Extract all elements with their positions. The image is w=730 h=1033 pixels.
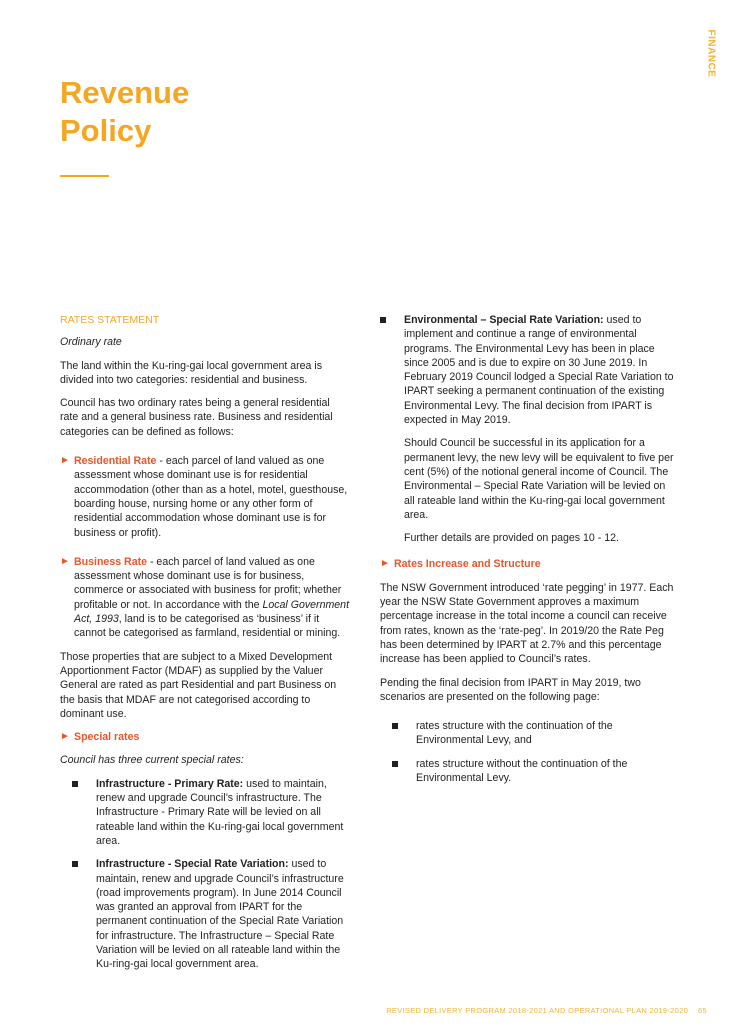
infrastructure-srv-label: Infrastructure - Special Rate Variation: — [96, 858, 289, 871]
residential-rate-item — [60, 454, 350, 540]
title-line-2: Policy — [60, 113, 152, 148]
special-rates-intro: Council has three current special rates: — [60, 754, 244, 767]
bullet-square-icon — [380, 317, 386, 323]
residential-rate-label: Residential Rate — [74, 455, 157, 468]
page-title — [60, 74, 189, 150]
environmental-srv-item — [380, 313, 674, 427]
title-line-1: Revenue — [60, 75, 190, 110]
paragraph-mdaf: Those properties that are subject to a Mixed Development Apportionment Factor (MDAF) as supplied by the Valuer General are rated as part Residential and part Business on the basis that MDAF are not categorised according to dominant use. — [60, 650, 337, 720]
pending-decision-paragraph: Pending the final decision from IPART in May 2019, two scenarios are presented on the following page: — [380, 676, 641, 703]
infrastructure-srv-item — [72, 857, 350, 971]
infrastructure-primary-item — [72, 777, 350, 848]
special-rates-heading — [60, 730, 350, 744]
paragraph-ordinary-rates: Council has two ordinary rates being a general residential rate and a general business rate. Business and residential categories can be defined as follows: — [60, 397, 333, 438]
rates-increase-heading — [380, 557, 674, 571]
business-rate-text-1: - each parcel of land valued as one assessment whose dominant use is for business, commerce or associated with business for profit; whether profitable or not. In accordance with the — [74, 555, 342, 611]
section-label: RATES STATEMENT — [60, 314, 160, 326]
infrastructure-srv-text: used to maintain, renew and upgrade Council’s infrastructure (road improvements program). In June 2014 Council was granted an approval from IPART for the permanent continuation of the Special Rate Variation for infrastructure. The Infrastructure – Special Rate Variation will be levied on all rateable land within the Ku-ring-gai local government area. — [96, 858, 344, 971]
scenario-2-text: rates structure without the continuation of the Environmental Levy. — [416, 757, 628, 785]
scenario-item-2 — [392, 757, 674, 786]
arrow-icon: ► — [60, 731, 70, 743]
rates-increase-label: Rates Increase and Structure — [394, 558, 541, 571]
further-details-paragraph: Further details are provided on pages 10 - 12. — [404, 532, 619, 545]
infrastructure-primary-label: Infrastructure - Primary Rate: — [96, 777, 244, 790]
bullet-square-icon — [72, 781, 78, 787]
scenario-1-text: rates structure with the continuation of the Environmental Levy, and — [416, 720, 613, 747]
arrow-icon: ► — [380, 558, 390, 570]
arrow-icon: ► — [60, 455, 70, 467]
bullet-square-icon — [72, 861, 78, 867]
title-underline — [60, 175, 109, 177]
page-footer — [386, 1006, 707, 1015]
infrastructure-primary-text: used to maintain, renew and upgrade Council’s infrastructure. The Infrastructure - Primary Rate will be levied on all rateable land within the Ku-ring-gai local government area. — [96, 777, 344, 847]
bullet-square-icon — [392, 723, 398, 729]
business-rate-item — [60, 555, 350, 641]
rate-pegging-paragraph: The NSW Government introduced ‘rate pegging’ in 1977. Each year the NSW State Government approves a maximum percentage increase in the total income a council can receive from rates, known as the ‘rate-peg’. In 2019/20 the Rate Peg has been determined by IPART at 2.7% and this percentage increase has been applied to Council’s rates. — [380, 581, 674, 666]
section-side-tab — [699, 30, 725, 82]
business-rate-text-2: , land is to be categorised as ‘business’ if it cannot be categorised as farmland, residential or mining. — [74, 613, 341, 640]
residential-rate-text: - each parcel of land valued as one assessment whose dominant use is for residential accommodation (other than as a hotel, motel, guesthouse, boarding house, nursing home or any other form of residential accommodation whose dominant use is for business or profit). — [74, 455, 348, 539]
paragraph-categories: The land within the Ku-ring-gai local government area is divided into two categories: residential and business. — [60, 359, 323, 386]
environmental-srv-label: Environmental – Special Rate Variation: — [404, 314, 604, 326]
page-number: 65 — [698, 1006, 707, 1015]
environmental-srv-text: used to implement and continue a range of environmental programs. The Environmental Levy has been in place since 2005 and is due to expire on 30 June 2019. In February 2019 Council lodged a Special Rate Variation to IPART seeking a permanent continuation of the existing Environmental Levy. The final decision from IPART is expected in May 2019. — [404, 314, 674, 427]
business-rate-act: Local Government Act, 1993 — [74, 598, 350, 626]
bullet-square-icon — [392, 761, 398, 767]
environmental-levy-paragraph: Should Council be successful in its application for a permanent levy, the new levy will be equivalent to five per cent (5%) of the notional general income of Council. The Environmental – Special Rate Variation will be levied on all rateable land within the Ku-ring-gai local government area. — [404, 437, 674, 521]
arrow-icon: ► — [60, 555, 70, 567]
footer-title: REVISED DELIVERY PROGRAM 2018-2021 AND OPERATIONAL PLAN 2019-2020 — [386, 1006, 689, 1015]
right-column — [380, 313, 674, 794]
side-tab-label: FINANCE — [705, 29, 717, 78]
special-rates-label: Special rates — [74, 731, 140, 744]
ordinary-rate-heading: Ordinary rate — [60, 336, 122, 349]
business-rate-label: Business Rate — [74, 555, 148, 568]
left-column — [60, 313, 350, 981]
scenario-item-1 — [392, 719, 674, 748]
